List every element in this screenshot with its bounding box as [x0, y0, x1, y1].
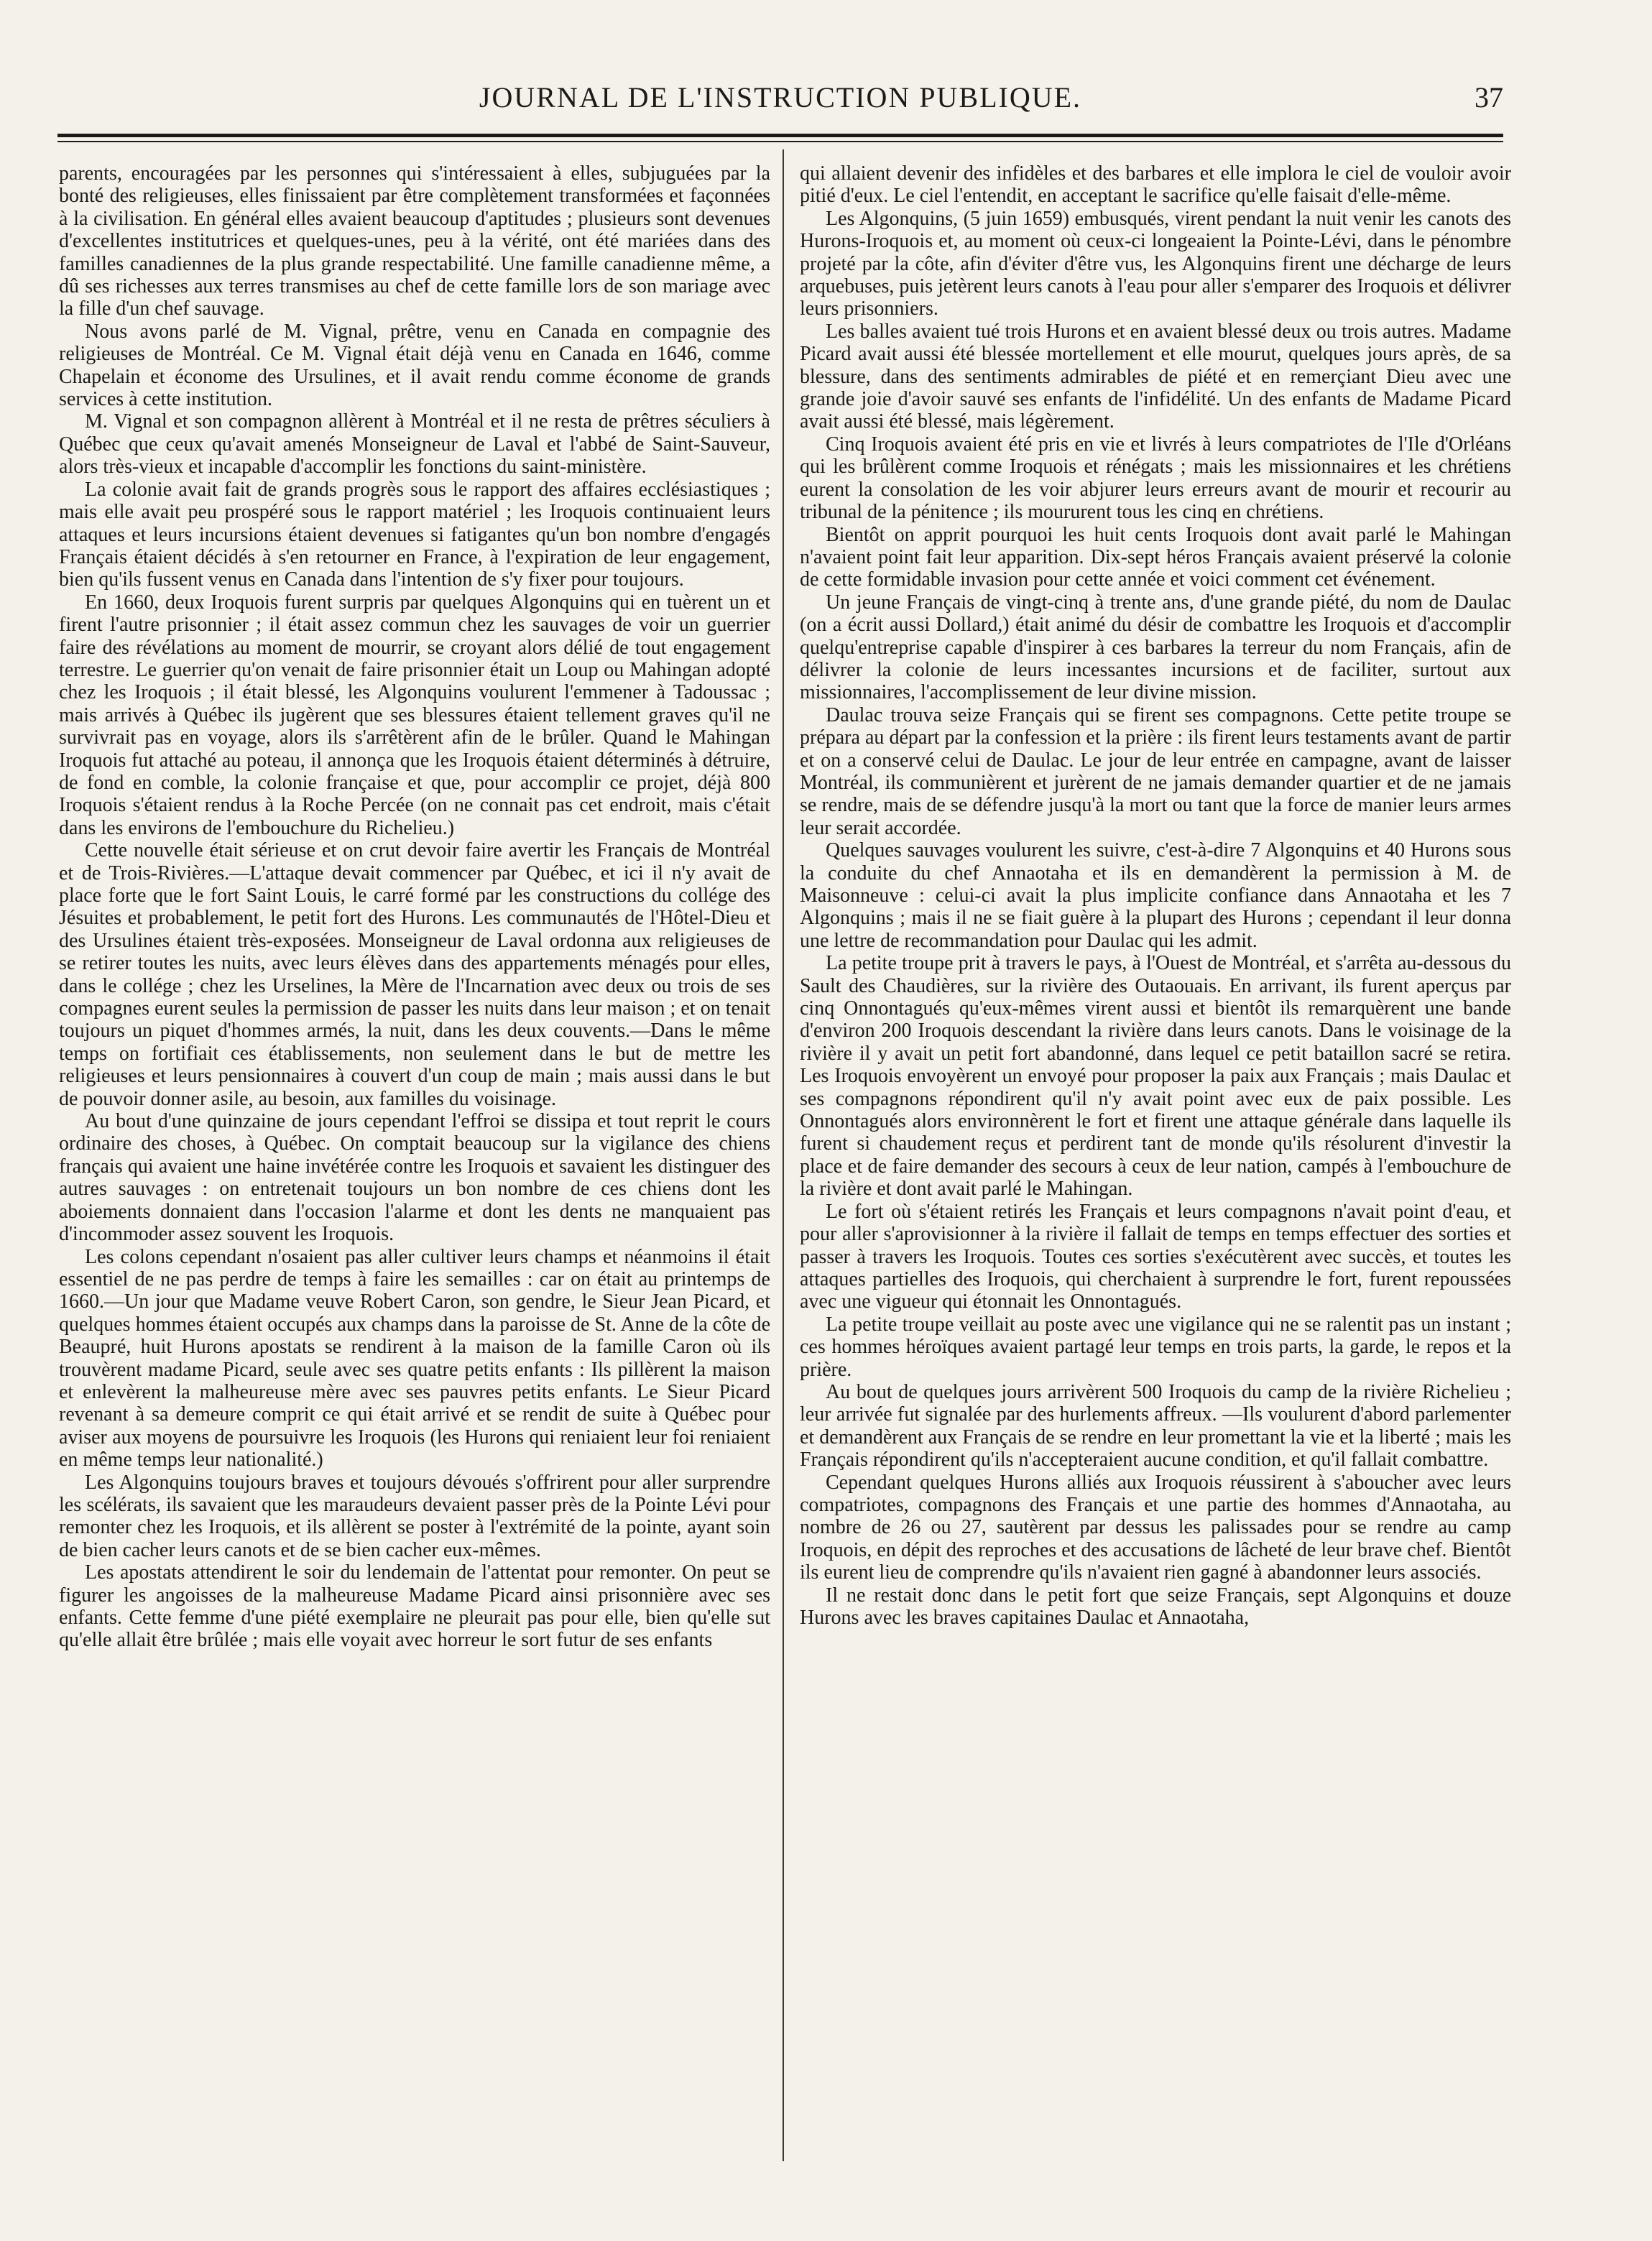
paragraph: Au bout d'une quinzaine de jours cependant l'effroi se dissipa et tout reprit le cours ordinaire des choses, à Québec. On comptait beaucoup sur la vigilance des chiens français qui avaient une haine invétérée contre les Iroquois et savaient les distinguer des autres sauvages : on entretenait toujours un bon nombre de ces chiens dont les aboiements donnaient dans l'occasion l'alarme et dont les dents ne manquaient pas d'incommoder assez souvent les Iroquois. — [59, 1110, 770, 1246]
paragraph: Les Algonquins, (5 juin 1659) embusqués, virent pendant la nuit venir les canots des Hurons-Iroquois et, au moment où ceux-ci longeaient la Pointe-Lévi, dans le pénombre projeté par la côte, afin d'éviter d'être vus, les Algonquins firent une décharge de leurs arquebuses, puis jetèrent leurs canots à l'eau pour aller s'emparer des Iroquois et délivrer leurs prisonniers. — [800, 207, 1511, 320]
column-divider — [783, 149, 784, 2161]
paragraph: Les Algonquins toujours braves et toujours dévoués s'offrirent pour aller surprendre les scélérats, ils savaient que les maraudeurs devaient passer près de la Pointe Lévi pour remonter chez les Iroquois, et ils allèrent se poster à l'extrémité de la pointe, ayant soin de bien cacher leurs canots et de se bien cacher eux-mêmes. — [59, 1471, 770, 1561]
paragraph: Le fort où s'étaient retirés les Français et leurs compagnons n'avait point d'eau, et pour aller s'aprovisionner à la rivière il fallait de temps en temps effectuer des sorties et passer à travers les Iroquois. Toutes ces sorties s'exécutèrent avec succès, et toutes les attaques partielles des Iroquois, qui cherchaient à surprendre le fort, furent repoussées avec une vigueur qui étonnait les Onnontagués. — [800, 1200, 1511, 1313]
paragraph: Les colons cependant n'osaient pas aller cultiver leurs champs et néanmoins il était essentiel de ne pas perdre de temps à faire les semailles : car on était au printemps de 1660.—Un jour que Madame veuve Robert Caron, son gendre, le Sieur Jean Picard, et quelques hommes étaient occupés aux champs dans la paroisse de St. Anne de la côte de Beaupré, huit Hurons apostats se rendirent à la maison de la famille Caron où ils trouvèrent madame Picard, seule avec ses quatre petits enfants : Ils pillèrent la maison et enlevèrent la malheureuse mère avec ses pauvres petits enfants. Le Sieur Picard revenant à sa demeure comprit ce qui était arrivé et se rendit de suite à Québec pour aviser aux moyens de poursuivre les Iroquois (les Hurons qui reniaient leur foi reniaient en même temps leur nationalité.) — [59, 1245, 770, 1471]
paragraph: Cependant quelques Hurons alliés aux Iroquois réussirent à s'aboucher avec leurs compatriotes, compagnons des Français et une partie des hommes d'Annaotaha, au nombre de 26 ou 27, sautèrent par dessus les palissades pour se rendre au camp Iroquois, en dépit des reproches et des accusations de lâcheté de leur brave chef. Bientôt ils eurent lieu de comprendre qu'ils n'avaient rien gagné à abandonner leurs associés. — [800, 1471, 1511, 1584]
left-column — [59, 162, 770, 1652]
paragraph: La petite troupe prit à travers le pays, à l'Ouest de Montréal, et s'arrêta au-dessous du Sault des Chaudières, sur la rivière des Outaouais. En arrivant, ils furent aperçus par cinq Onnontagués qu'eux-mêmes virent aussi et bientôt ils remarquèrent une bande d'environ 200 Iroquois descendant la rivière dans leurs canots. Dans le voisinage de la rivière il y avait un petit fort abandonné, dans lequel ce petit bataillon sacré se retira. Les Iroquois envoyèrent un envoyé pour proposer la paix aux Français ; mais Daulac et ses compagnons répondirent qu'il n'y avait point avec eux de paix possible. Les Onnontagués alors environnèrent le fort et firent une attaque générale dans laquelle ils furent si chaudement reçus et perdirent tant de monde qu'ils résolurent d'investir la place et de faire demander des secours à ceux de leur nation, campés à l'embouchure de la rivière et dont avait parlé le Mahingan. — [800, 952, 1511, 1201]
header-rule-thick — [57, 134, 1503, 137]
paragraph: La colonie avait fait de grands progrès sous le rapport des affaires ecclésiastiques ; mais elle avait peu prospéré sous le rapport matériel ; les Iroquois continuaient leurs attaques et leurs incursions étaient devenues si fatigantes qu'un bon nombre d'engagés Français étaient décidés à s'en retourner en France, à l'expiration de leur engagement, bien qu'ils fussent venus en Canada dans l'intention de s'y fixer pour toujours. — [59, 478, 770, 591]
paragraph: Daulac trouva seize Français qui se firent ses compagnons. Cette petite troupe se prépara au départ par la confession et la prière : ils firent leurs testaments avant de partir et on a conservé celui de Daulac. Le jour de leur entrée en campagne, avant de laisser Montréal, ils communièrent et jurèrent de ne jamais demander quartier et de ne jamais se rendre, mais de se défendre jusqu'à la mort ou tant que la force de manier leurs armes leur serait accordée. — [800, 703, 1511, 839]
paragraph: Il ne restait donc dans le petit fort que seize Français, sept Algonquins et douze Hurons avec les braves capitaines Daulac et Annaotaha, — [800, 1584, 1511, 1629]
paragraph: Les balles avaient tué trois Hurons et en avaient blessé deux ou trois autres. Madame Picard avait aussi été blessée mortellement et elle mourut, quelques jours après, de sa blessure, dans des sentiments admirables de piété et en remerçiant Dieu avec une grande joie d'avoir sauvé ses enfants de l'infidélité. Un des enfants de Madame Picard avait aussi été blessé, mais légèrement. — [800, 320, 1511, 433]
journal-title: JOURNAL DE L'INSTRUCTION PUBLIQUE. — [479, 81, 1082, 114]
paragraph: Cinq Iroquois avaient été pris en vie et livrés à leurs compatriotes de l'Ile d'Orléans qui les brûlèrent comme Iroquois et rénégats ; mais les missionnaires et les chrétiens eurent la consolation de les voir abjurer leurs erreurs avant de mourir et recourir au tribunal de la pénitence ; ils moururent tous les cinq en chrétiens. — [800, 433, 1511, 524]
paragraph: parents, encouragées par les personnes qui s'intéressaient à elles, subjuguées par la bonté des religieuses, elles finissaient par être complètement transformées et façonnées à la civilisation. En général elles avaient beaucoup d'aptitudes ; plusieurs sont devenues d'excellentes institutrices et quelques-unes, peu à la vérité, ont été mariées dans des familles canadiennes de la plus grande respectabilité. Une famille canadienne même, a dû ses richesses aux terres transmises au chef de cette famille lors de son mariage avec la fille d'un chef sauvage. — [59, 162, 770, 320]
right-column — [800, 162, 1511, 1629]
paragraph: En 1660, deux Iroquois furent surpris par quelques Algonquins qui en tuèrent un et firent l'autre prisonnier ; il était assez commun chez les sauvages de voir un guerrier faire des révélations au moment de mourrir, se croyant alors délié de tout engagement terrestre. Le guerrier qu'on venait de faire prisonnier était un Loup ou Mahingan adopté chez les Iroquois ; il était blessé, les Algonquins voulurent l'emmener à Tadoussac ; mais arrivés à Québec ils jugèrent que ses blessures étaient tellement graves qu'il ne survivrait pas en voyage, alors ils s'arrêtèrent afin de le brûler. Quand le Mahingan Iroquois fut attaché au poteau, il annonça que les Iroquois étaient déterminés à détruire, de fond en comble, la colonie française et que, pour accomplir ce projet, déjà 800 Iroquois s'étaient rendus à la Roche Percée (on ne connait pas cet endroit, mais c'était dans les environs de l'embouchure du Richelieu.) — [59, 591, 770, 839]
paragraph: M. Vignal et son compagnon allèrent à Montréal et il ne resta de prêtres séculiers à Québec que ceux qu'avait amenés Monseigneur de Laval et l'abbé de Saint-Sauveur, alors très-vieux et incapable d'accomplir les fonctions du saint-ministère. — [59, 410, 770, 479]
paragraph: Nous avons parlé de M. Vignal, prêtre, venu en Canada en compagnie des religieuses de Montréal. Ce M. Vignal était déjà venu en Canada en 1646, comme Chapelain et économe des Ursulines, et il avait rendu comme économe de grands services à cette institution. — [59, 320, 770, 411]
header-rule-thin — [57, 141, 1503, 142]
paragraph: Un jeune Français de vingt-cinq à trente ans, d'une grande piété, du nom de Daulac (on a écrit aussi Dollard,) était animé du désir de combattre les Iroquois et d'accomplir quelqu'entreprise capable d'inspirer à ces barbares la terreur du nom Français, afin de délivrer la colonie de leurs incessantes incursions et de faciliter, surtout aux missionnaires, l'accomplissement de leur divine mission. — [800, 591, 1511, 704]
paragraph: La petite troupe veillait au poste avec une vigilance qui ne se ralentit pas un instant ; ces hommes héroïques avaient partagé leur temps en trois parts, la garde, le repos et la prière. — [800, 1313, 1511, 1381]
paragraph: qui allaient devenir des infidèles et des barbares et elle implora le ciel de vouloir avoir pitié d'eux. Le ciel l'entendit, en acceptant le sacrifice qu'elle faisait d'elle-même. — [800, 162, 1511, 208]
paragraph: Bientôt on apprit pourquoi les huit cents Iroquois dont avait parlé le Mahingan n'avaient point fait leur apparition. Dix-sept héros Français avaient préservé la colonie de cette formidable invasion pour cette année et voici comment cet événement. — [800, 523, 1511, 591]
paragraph: Au bout de quelques jours arrivèrent 500 Iroquois du camp de la rivière Richelieu ; leur arrivée fut signalée par des hurlements affreux. —Ils voulurent d'abord parlementer et demandèrent aux Français de se rendre en leur promettant la vie et la liberté ; mais les Français répondirent qu'ils n'accepteraient aucune condition, et qu'il fallait combattre. — [800, 1380, 1511, 1471]
paragraph: Quelques sauvages voulurent les suivre, c'est-à-dire 7 Algonquins et 40 Hurons sous la conduite du chef Annaotaha et ils en demandèrent la permission à M. de Maisonneuve : celui-ci avait la plus implicite confiance dans Annaotaha et les 7 Algonquins ; mais il ne se fiait guère à la plupart des Hurons ; cependant il leur donna une lettre de recommandation pour Daulac qui les admit. — [800, 839, 1511, 952]
page-number: 37 — [1475, 81, 1503, 114]
paragraph: Cette nouvelle était sérieuse et on crut devoir faire avertir les Français de Montréal et de Trois-Rivières.—L'attaque devait commencer par Québec, et ici il n'y avait de place forte que le fort Saint Louis, le carré formé par les constructions du collége des Jésuites et probablement, le petit fort des Hurons. Les communautés de l'Hôtel-Dieu et des Ursulines étaient très-exposées. Monseigneur de Laval ordonna aux religieuses de se retirer toutes les nuits, avec leurs élèves dans des appartements ménagés pour elles, dans le collége ; chez les Urselines, la Mère de l'Incarnation avec deux ou trois de ses compagnes eurent seules la permission de passer les nuits dans leur maison ; et on tenait toujours un piquet d'hommes armés, la nuit, dans les deux couvents.—Dans le même temps on fortifiait ces établissements, non seulement dans le but de mettre les religieuses et leurs pensionnaires à couvert d'un coup de main ; mais aussi dans le but de pouvoir donner asile, au besoin, aux familles du voisinage. — [59, 839, 770, 1110]
paragraph: Les apostats attendirent le soir du lendemain de l'attentat pour remonter. On peut se figurer les angoisses de la malheureuse Madame Picard ainsi prisonnière avec ses enfants. Cette femme d'une piété exemplaire ne pleurait pas pour elle, bien qu'elle sut qu'elle allait être brûlée ; mais elle voyait avec horreur le sort futur de ses enfants — [59, 1561, 770, 1652]
page-header — [57, 80, 1503, 131]
